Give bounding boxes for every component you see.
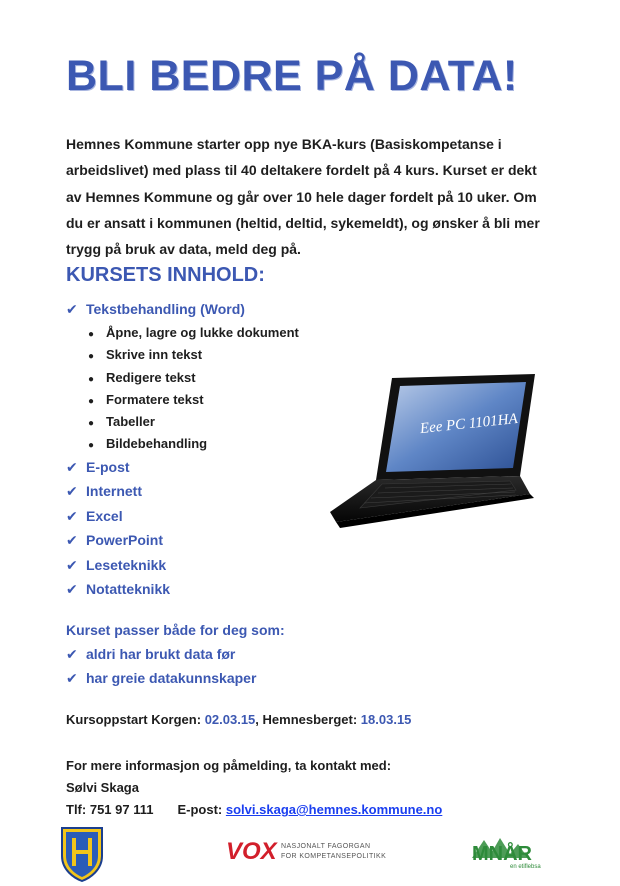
start-date-korgen: 02.03.15 <box>204 712 256 727</box>
course-content-first-item <box>66 297 245 321</box>
bullet-icon: ● <box>88 395 95 407</box>
list-item: ● Åpne, lagre og lukke dokument <box>88 322 299 344</box>
list-item: ● Skrive inn tekst <box>88 344 299 366</box>
hemnes-coat-of-arms-logo <box>60 826 104 882</box>
checkmark-icon: ✔ <box>66 646 78 662</box>
list-item: ● Formatere tekst <box>88 389 299 411</box>
checkmark-icon: ✔ <box>66 532 78 549</box>
bullet-icon: ● <box>88 418 95 430</box>
audience-list <box>66 642 256 691</box>
course-item: ✔ PowerPoint <box>66 528 170 552</box>
course-item: ✔ Leseteknikk <box>66 553 170 577</box>
checkmark-icon: ✔ <box>66 483 78 500</box>
svg-text:VOX: VOX <box>226 838 277 865</box>
course-item: ✔ E-post <box>66 455 170 479</box>
checkmark-icon: ✔ <box>66 580 78 597</box>
checkmark-icon: ✔ <box>66 459 78 475</box>
bullet-icon: ● <box>88 351 95 363</box>
contact-details: Tlf: 751 97 111 E-post: solvi.skaga@hemnes.kommune.no <box>66 802 443 817</box>
course-item: ✔ Excel <box>66 504 170 528</box>
svg-text:FOR KOMPETANSEPOLITIKK: FOR KOMPETANSEPOLITIKK <box>281 853 387 860</box>
course-item: ✔ Internett <box>66 479 170 503</box>
checkmark-icon: ✔ <box>66 507 78 524</box>
list-item: ● Bildebehandling <box>88 433 299 455</box>
svg-text:en etiflebsa: en etiflebsa <box>510 864 541 870</box>
intro-paragraph: Hemnes Kommune starter opp nye BKA-kurs (Basiskompetanse i arbeidslivet) med plass til 40 deltakere fordelt på 4 kurs. Kurset er dekt av Hemnes Kommune og går over 10 hele dager fordelt på 10 uker. Om du er ansatt i kommunen (heltid, deltid, sykemeldt), og ønsker å bli mer trygg på bruk av data, meld deg på. <box>66 136 540 258</box>
contact-name: Sølvi Skaga <box>66 780 139 795</box>
course-item-word: ✔ Tekstbehandling (Word) <box>66 297 245 321</box>
course-start-line: Kursoppstart Korgen: 02.03.15, Hemnesberget: 18.03.15 <box>66 712 412 727</box>
contact-block <box>66 755 442 821</box>
vox-logo <box>226 836 396 866</box>
course-content-list <box>66 455 170 601</box>
checkmark-icon: ✔ <box>66 670 78 687</box>
audience-heading: Kurset passer både for deg som: <box>66 622 285 638</box>
course-item: ✔ Notatteknikk <box>66 577 170 601</box>
checkmark-icon: ✔ <box>66 301 78 317</box>
word-sub-list <box>88 322 299 456</box>
list-item: ● Redigere tekst <box>88 367 299 389</box>
laptop-brand-text: Eee PC 1101HA <box>419 410 519 438</box>
page-title: BLI BEDRE PÅ DATA! <box>66 52 518 100</box>
contact-phone: 751 97 111 <box>89 802 154 817</box>
contact-intro: For mere informasjon og påmelding, ta kontakt med: <box>66 758 392 773</box>
start-date-hemnesberget: 18.03.15 <box>360 712 412 727</box>
svg-text:MNÅR: MNÅR <box>472 843 532 865</box>
bullet-icon: ● <box>88 373 95 385</box>
audience-item: ✔ aldri har brukt data før <box>66 642 256 666</box>
contact-email-link[interactable]: solvi.skaga@hemnes.kommune.no <box>225 802 443 817</box>
ressurs-logo <box>470 830 558 870</box>
list-item: ● Tabeller <box>88 411 299 433</box>
course-content-heading: KURSETS INNHOLD: <box>66 264 265 286</box>
laptop-image <box>330 372 540 530</box>
svg-text:NASJONALT FAGORGAN: NASJONALT FAGORGAN <box>281 843 371 850</box>
bullet-icon: ● <box>88 329 95 340</box>
audience-item: ✔ har greie datakunnskaper <box>66 666 256 690</box>
checkmark-icon: ✔ <box>66 556 78 573</box>
bullet-icon: ● <box>88 440 95 452</box>
